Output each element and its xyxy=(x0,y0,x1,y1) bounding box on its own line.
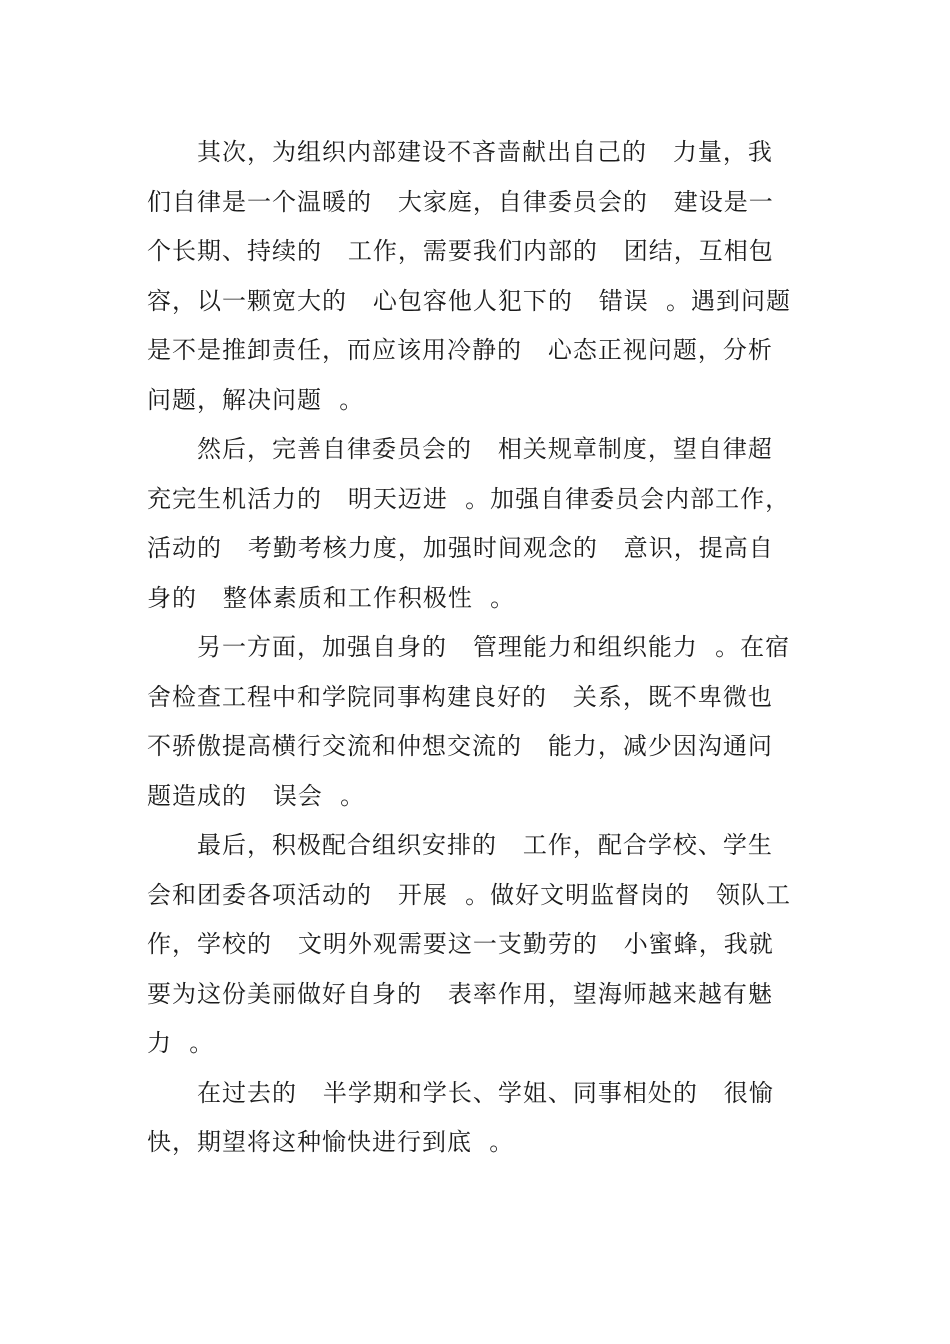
paragraph-1-line-5: 是不是推卸责任，而应该用冷静的 心态正视问题，分析 xyxy=(147,336,773,364)
paragraph-1-line-3: 个长期、持续的 工作，需要我们内部的 团结，互相包 xyxy=(147,237,774,265)
paragraph-4-line-5: 力 。 xyxy=(147,1029,215,1057)
paragraph-3-line-1: 另一方面，加强自身的 管理能力和组织能力 。在宿 xyxy=(197,633,791,661)
paragraph-4-line-1: 最后，积极配合组织安排的 工作，配合学校、学生 xyxy=(197,831,773,859)
paragraph-3-line-2: 舍检查工程中和学院同事构建良好的 关系，既不卑微也 xyxy=(147,683,773,711)
paragraph-3-line-4: 题造成的 误会 。 xyxy=(147,782,366,810)
paragraph-4-line-3: 作，学校的 文明外观需要这一支勤劳的 小蜜蜂，我就 xyxy=(147,930,774,958)
paragraph-1-line-6: 问题，解决问题 。 xyxy=(147,386,365,414)
paragraph-1-line-4: 容，以一颗宽大的 心包容他人犯下的 错误 。遇到问题 xyxy=(147,287,792,315)
paragraph-2-line-4: 身的 整体素质和工作积极性 。 xyxy=(147,584,516,612)
paragraph-1-line-1: 其次，为组织内部建设不吝啬献出自己的 力量，我 xyxy=(197,138,773,166)
paragraph-5-line-2: 快，期望将这种愉快进行到底 。 xyxy=(147,1128,515,1156)
paragraph-4-line-4: 要为这份美丽做好自身的 表率作用，望海师越来越有魅 xyxy=(147,980,773,1008)
paragraph-3-line-3: 不骄傲提高横行交流和仲想交流的 能力，减少因沟通问 xyxy=(147,732,773,760)
paragraph-4-line-2: 会和团委各项活动的 开展 。做好文明监督岗的 领队工 xyxy=(147,881,792,909)
paragraph-1-line-2: 们自律是一个温暖的 大家庭，自律委员会的 建设是一 xyxy=(147,188,774,216)
paragraph-5-line-1: 在过去的 半学期和学长、学姐、同事相处的 很愉 xyxy=(197,1079,774,1107)
paragraph-2-line-3: 活动的 考勤考核力度，加强时间观念的 意识，提高自 xyxy=(147,534,774,562)
paragraph-2-line-1: 然后，完善自律委员会的 相关规章制度，望自律超 xyxy=(197,435,773,463)
paragraph-2-line-2: 充完生机活力的 明天迈进 。加强自律委员会内部工作， xyxy=(147,485,791,513)
